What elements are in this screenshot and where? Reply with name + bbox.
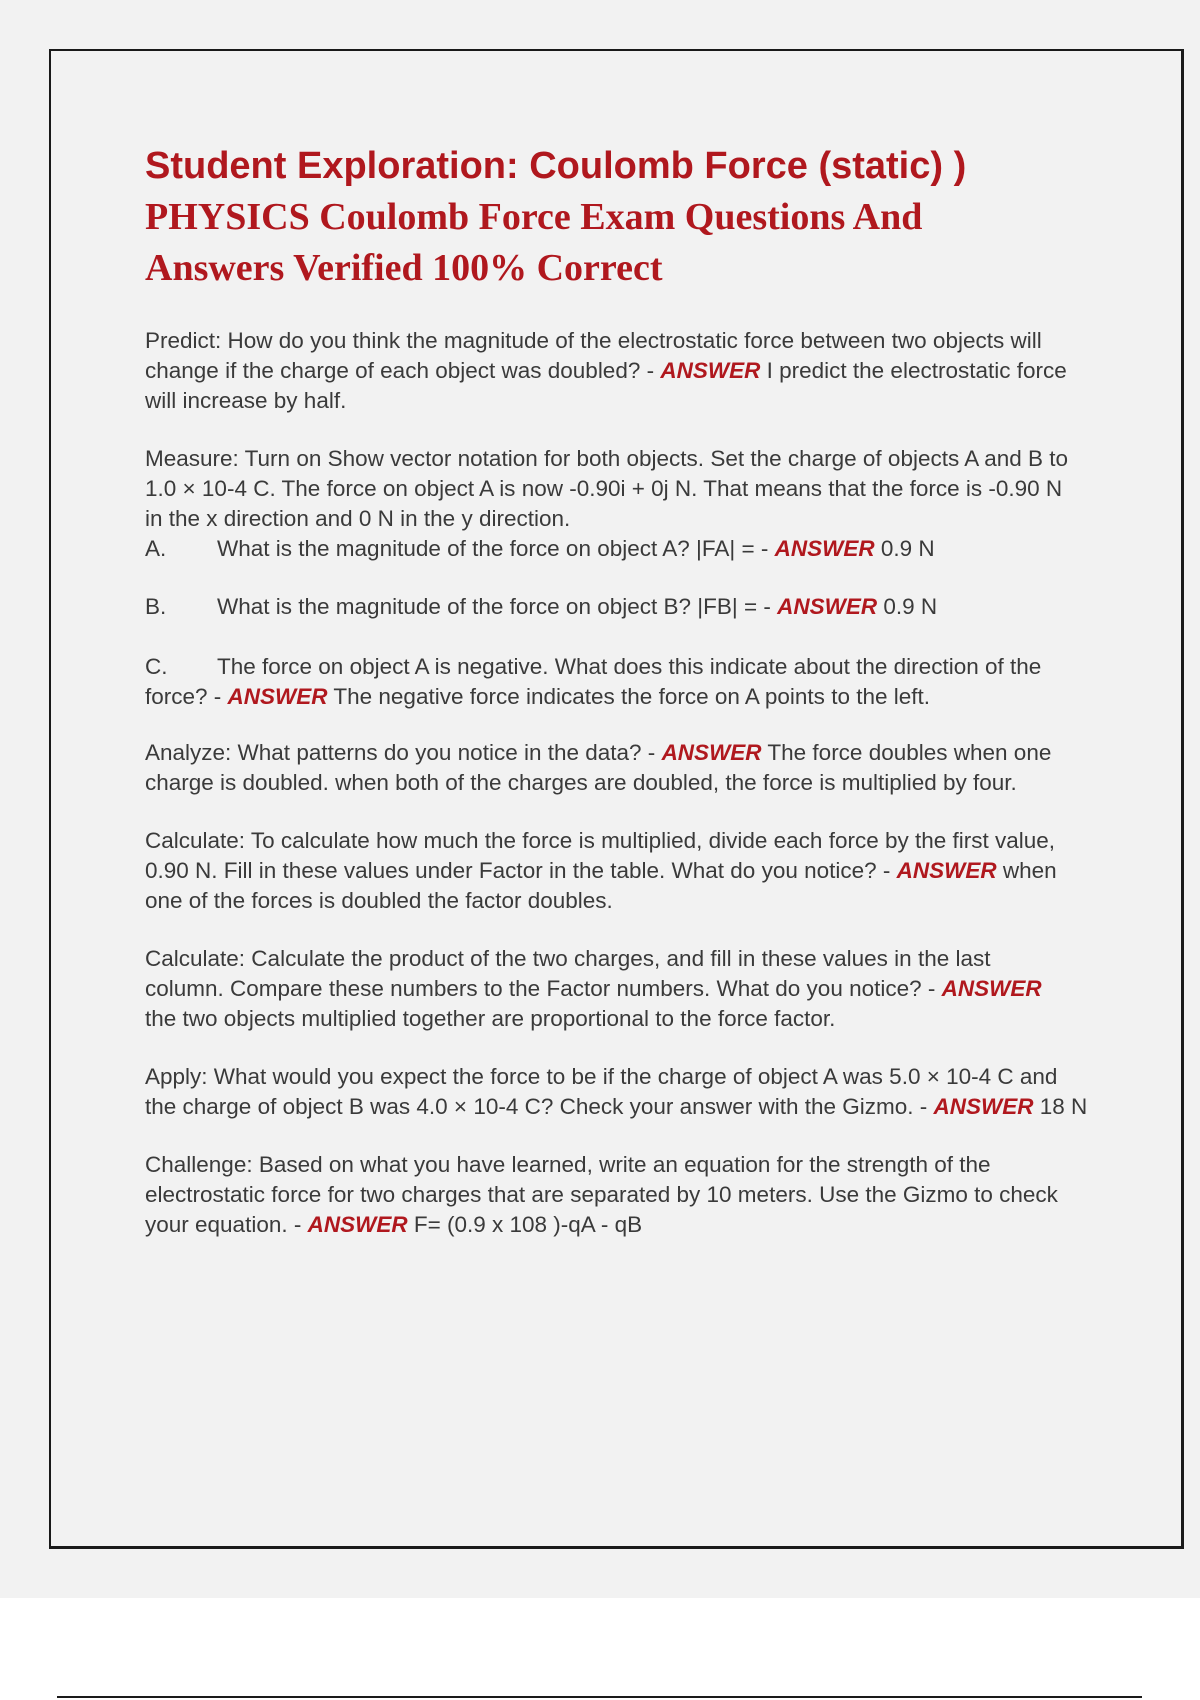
apply-answer: 18 N: [1033, 1094, 1088, 1119]
calculate-product-block: [145, 944, 1065, 1034]
calculate-factor-answer: when one of the forces is doubled the factor doubles.: [145, 858, 1057, 913]
answer-label: ANSWER: [661, 740, 762, 765]
item-answer: The negative force indicates the force on A points to the left.: [327, 684, 930, 709]
measure-item-a: [145, 534, 1095, 564]
answer-label: ANSWER: [941, 976, 1042, 1001]
item-answer: 0.9 N: [877, 594, 938, 619]
answer-label: ANSWER: [660, 358, 761, 383]
calculate-product-answer: the two objects multiplied together are proportional to the force factor.: [145, 1006, 836, 1031]
challenge-answer: F= (0.9 x 108 )-qA - qB: [407, 1212, 643, 1237]
answer-label: ANSWER: [774, 536, 875, 561]
document-title: [145, 140, 1095, 294]
document-content: [145, 140, 1095, 1240]
predict-block: [145, 326, 1075, 416]
measure-question: Measure: Turn on Show vector notation for both objects. Set the charge of objects A and B to 1.0 × 10-4 C. The force on object A is now -0.90i + 0j N. That means that the force is -0.90 N in the x direction and 0 N in the y direction.: [145, 446, 1069, 531]
challenge-block: [145, 1150, 1075, 1240]
answer-label: ANSWER: [307, 1212, 408, 1237]
predict-question: Predict: How do you think the magnitude of the electrostatic force between two objects will change if the charge of each object was doubled? -: [145, 328, 1042, 383]
item-question: What is the magnitude of the force on object B? |FB| = -: [217, 594, 778, 619]
calculate-product-question: Calculate: Calculate the product of the two charges, and fill in these values in the last column. Compare these numbers to the Factor numbers. What do you notice? -: [145, 946, 991, 1001]
item-question: What is the magnitude of the force on object A? |FA| = -: [217, 536, 775, 561]
calculate-factor-block: [145, 826, 1075, 916]
analyze-answer: The force doubles when one charge is doubled. when both of the charges are doubled, the force is multiplied by four.: [145, 740, 1052, 795]
item-letter: C.: [145, 654, 168, 679]
apply-block: [145, 1062, 1090, 1122]
page-divider: [57, 1696, 1142, 1698]
analyze-question: Analyze: What patterns do you notice in the data? -: [145, 740, 662, 765]
measure-item-b: [145, 592, 1095, 622]
measure-item-c: [145, 652, 1075, 712]
answer-label: ANSWER: [227, 684, 328, 709]
answer-label: ANSWER: [896, 858, 997, 883]
item-question: The force on object A is negative. What does this indicate about the direction of the force? -: [145, 654, 1042, 709]
title-line-3: Answers Verified 100% Correct: [145, 247, 663, 289]
title-line-2: PHYSICS Coulomb Force Exam Questions And: [145, 196, 923, 238]
calculate-factor-question: Calculate: To calculate how much the force is multiplied, divide each force by the first value, 0.90 N. Fill in these values under Factor in the table. What do you notice? -: [145, 828, 1056, 883]
answer-label: ANSWER: [777, 594, 878, 619]
title-line-1: Student Exploration: Coulomb Force (static) ): [145, 145, 967, 187]
challenge-question: Challenge: Based on what you have learned, write an equation for the strength of the electrostatic force for two charges that are separated by 10 meters. Use the Gizmo to check your equation. -: [145, 1152, 1058, 1237]
item-letter: B.: [145, 594, 167, 619]
apply-question: Apply: What would you expect the force to be if the charge of object A was 5.0 × 10-4 C and the charge of object B was 4.0 × 10-4 C? Check your answer with the Gizmo. -: [145, 1064, 1058, 1119]
answer-label: ANSWER: [933, 1094, 1034, 1119]
analyze-block: [145, 738, 1080, 798]
item-letter: A.: [145, 536, 167, 561]
predict-answer: I predict the electrostatic force will increase by half.: [145, 358, 1067, 413]
item-answer: 0.9 N: [874, 536, 935, 561]
